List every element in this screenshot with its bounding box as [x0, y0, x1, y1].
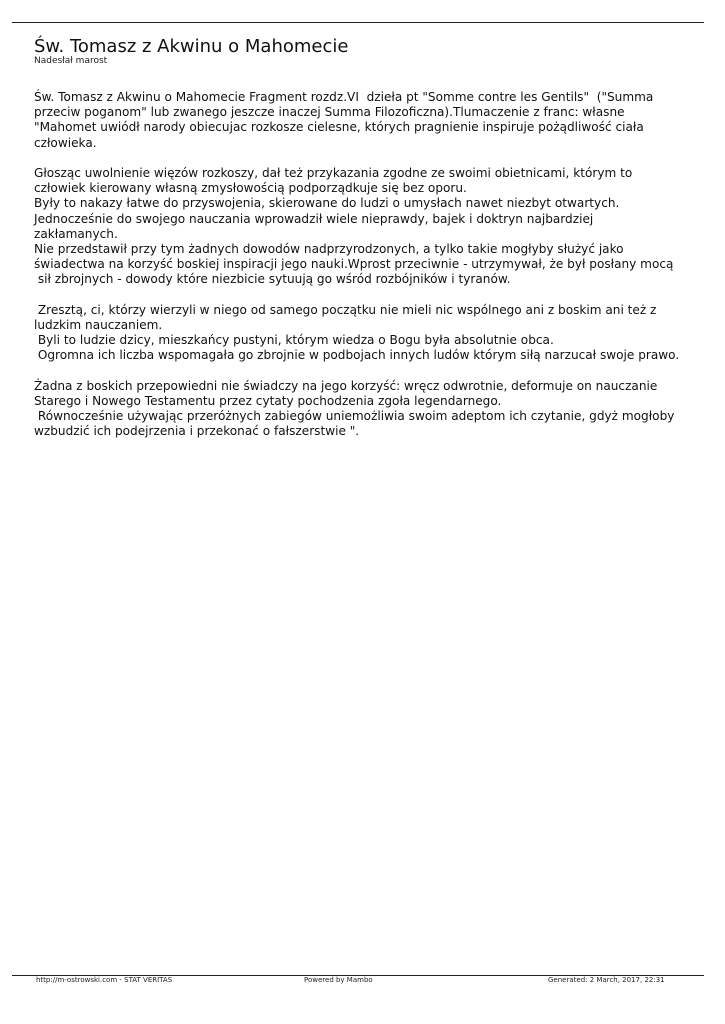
text-line: Zresztą, ci, którzy wierzyli w niego od samego początku nie mieli nic wspólnego ani z boskim ani też z [34, 302, 657, 317]
paragraph-gap [34, 151, 694, 166]
paragraph [34, 90, 694, 151]
header-divider [12, 22, 704, 23]
text-line: zakłamanych. [34, 226, 118, 241]
text-line: Św. Tomasz z Akwinu o Mahomecie Fragment rozdz.VI dzieła pt "Somme contre les Gentils" ("Summa [34, 90, 654, 104]
text-line: Ogromna ich liczba wspomagała go zbrojnie w podbojach innych ludów którym siłą narzucał swoje prawo. [34, 348, 680, 363]
text-line: Głosząc uwolnienie więzów rozkoszy, dał też przykazania zgodne ze swoimi obietnicami, którym to [34, 166, 633, 180]
text-line: świadectwa na korzyść boskiej inspiracji jego nauki.Wprost przeciwnie - utrzymywał, że był posłany mocą [34, 257, 674, 272]
article-title: Św. Tomasz z Akwinu o Mahomecie [34, 36, 349, 57]
paragraph [34, 166, 694, 288]
text-line: Żadna z boskich przepowiedni nie świadczy na jego korzyść: wręcz odwrotnie, deformuje on nauczanie [34, 378, 658, 393]
text-line: Starego i Nowego Testamentu przez cytaty pochodzenia zgoła legendarnego. [34, 394, 502, 409]
text-line: sił zbrojnych - dowody które niezbicie sytuują go wśród rozbójników i tyranów. [34, 272, 511, 287]
article-author: Nadesłał marost [34, 56, 108, 66]
paragraph-gap [34, 288, 694, 303]
paragraph [34, 303, 694, 364]
text-line: Były to nakazy łatwe do przyswojenia, skierowane do ludzi o umysłach nawet niezbyt otwartych. [34, 196, 620, 211]
footer-powered-by: Powered by Mambo [304, 976, 373, 984]
text-line: człowieka. [34, 135, 97, 150]
text-line: Jednocześnie do swojego nauczania wprowadził wiele nieprawdy, bajek i doktryn najbardziej [34, 211, 594, 226]
text-line: Równocześnie używając przeróżnych zabiegów uniemożliwia swoim adeptom ich czytanie, gdyż mogłoby [34, 409, 675, 424]
paragraph-gap [34, 364, 694, 379]
article-body [34, 90, 694, 440]
text-line: ludzkim nauczaniem. [34, 318, 163, 333]
text-line: wzbudzić ich podejrzenia i przekonać o fałszerstwie ". [34, 424, 360, 439]
footer-source-link[interactable]: http://m-ostrowski.com - STAT VERITAS [36, 976, 173, 984]
text-line: przeciw poganom" lub zwanego jeszcze inaczej Summa Filozoficzna).Tlumaczenie z franc: własne [34, 105, 625, 120]
text-line: człowiek kierowany własną zmysłowością podporządkuje się bez oporu. [34, 181, 467, 196]
footer-generated-date: Generated: 2 March, 2017, 22:31 [548, 976, 665, 984]
text-line: Byli to ludzie dzicy, mieszkańcy pustyni, którym wiedza o Bogu była absolutnie obca. [34, 333, 554, 348]
paragraph [34, 379, 694, 440]
text-line: Nie przedstawił przy tym żadnych dowodów nadprzyrodzonych, a tylko takie mogłyby służyć jako [34, 242, 624, 257]
text-line: "Mahomet uwiódł narody obiecujac rozkosze cielesne, których pragnienie inspiruje pożądliwość ciała [34, 120, 644, 135]
